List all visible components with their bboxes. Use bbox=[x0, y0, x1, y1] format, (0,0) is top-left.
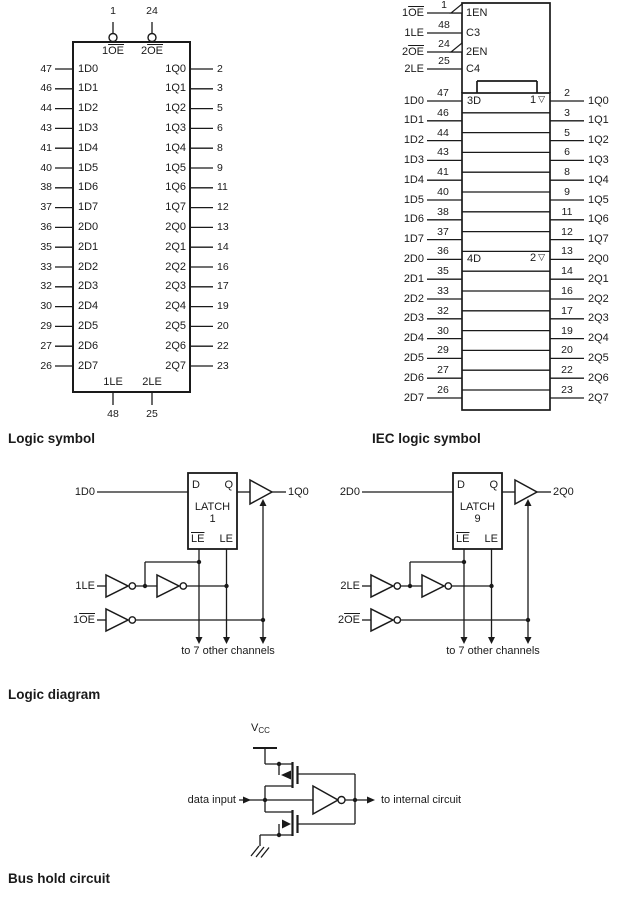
pin-label: 1Q6 bbox=[588, 213, 609, 226]
pin-label: 1Q4 bbox=[588, 173, 609, 186]
pin-number: 5 bbox=[217, 102, 223, 115]
inverter-icon bbox=[371, 575, 393, 597]
pin-label: 2Q3 bbox=[165, 280, 186, 293]
down-arrow-icon bbox=[196, 637, 203, 644]
pin-number: 6 bbox=[564, 146, 570, 159]
pin-label: 2Q6 bbox=[588, 371, 609, 384]
vcc-label: VCC bbox=[251, 722, 270, 735]
pin-label: 2D2 bbox=[78, 260, 99, 273]
pin-label: 2D1 bbox=[78, 240, 99, 253]
le-input-label: 2LE bbox=[340, 579, 360, 592]
pin-number: 2 bbox=[217, 62, 223, 75]
pin-number: 12 bbox=[217, 201, 229, 214]
pin-number: 22 bbox=[217, 339, 229, 352]
pin-number: 20 bbox=[561, 344, 573, 357]
pin-number: 35 bbox=[40, 240, 52, 253]
pin-number: 47 bbox=[40, 62, 52, 75]
le-label: 1LE bbox=[103, 376, 123, 388]
latch-name-label: LATCH bbox=[194, 501, 231, 513]
pin-label: 1D3 bbox=[403, 153, 424, 166]
inverter-icon bbox=[106, 575, 128, 597]
pin-label: 1Q3 bbox=[588, 153, 609, 166]
pin-label: 1Q2 bbox=[165, 102, 186, 115]
pin-label: 1D3 bbox=[78, 121, 99, 134]
pin-label: 2Q4 bbox=[165, 300, 186, 313]
pin-label: 2D7 bbox=[403, 391, 424, 404]
to-internal-circuit-label: to internal circuit bbox=[381, 793, 462, 806]
other-channels-note: to 7 other channels bbox=[446, 645, 540, 657]
pin-label: 1D0 bbox=[403, 94, 424, 107]
pin-label: 1D6 bbox=[78, 181, 99, 194]
pin-number: 17 bbox=[217, 280, 229, 293]
latch-number-label: 1 bbox=[209, 513, 216, 525]
pin-label: 1Q0 bbox=[165, 62, 186, 75]
inverter-icon bbox=[157, 575, 179, 597]
down-arrow-icon bbox=[525, 637, 532, 644]
pin-number: 23 bbox=[561, 384, 573, 396]
latch-name-label: LATCH bbox=[459, 501, 496, 513]
iec-symbol-heading: IEC logic symbol bbox=[372, 431, 481, 446]
pin-label: 2D5 bbox=[403, 351, 424, 364]
pin-number: 23 bbox=[217, 359, 229, 372]
pin-label: 2Q7 bbox=[165, 359, 186, 372]
pin-label: 1D5 bbox=[78, 161, 99, 174]
oe-input-label: $1\overline{OE}$ bbox=[72, 613, 95, 626]
pin-label: 1Q4 bbox=[165, 141, 186, 154]
pin-label: 1Q7 bbox=[588, 233, 609, 246]
pin-number: 48 bbox=[107, 408, 119, 420]
oe-label: $2\overline{OE}$ bbox=[140, 45, 164, 57]
pin-label: 1D7 bbox=[78, 201, 99, 214]
le-input-label: 1LE bbox=[75, 579, 95, 592]
logic-diagram-heading: Logic diagram bbox=[8, 687, 101, 702]
pin-number: 13 bbox=[217, 220, 229, 233]
pin-number: 43 bbox=[437, 146, 449, 159]
pin-label: 1D6 bbox=[403, 213, 424, 226]
control-function-label: C4 bbox=[466, 62, 481, 75]
section-qualifier-label: 2 ▽ bbox=[529, 252, 545, 265]
pin-number: 29 bbox=[437, 344, 449, 357]
pin-number: 30 bbox=[40, 300, 52, 313]
down-arrow-icon bbox=[223, 637, 230, 644]
nmos-arrow-icon bbox=[282, 820, 291, 829]
data-input-label: 2D0 bbox=[339, 485, 360, 498]
pin-label: 1Q0 bbox=[588, 94, 609, 107]
pin-label: 2D6 bbox=[403, 371, 424, 384]
oe-input-label: $2\overline{OE}$ bbox=[337, 613, 360, 626]
pin-label: 2Q6 bbox=[165, 339, 186, 352]
pin-number: 37 bbox=[40, 201, 52, 214]
pin-number: 13 bbox=[561, 245, 573, 258]
control-input-label: 2LE bbox=[404, 62, 424, 75]
pin-number: 6 bbox=[217, 121, 223, 134]
pin-label: 1D0 bbox=[78, 62, 99, 75]
pin-number: 19 bbox=[217, 300, 229, 313]
pin-label: 1Q5 bbox=[588, 193, 609, 206]
pin-number: 20 bbox=[217, 319, 229, 332]
pin-label: 1Q1 bbox=[165, 82, 186, 95]
down-arrow-icon bbox=[461, 637, 468, 644]
pin-label: 1Q7 bbox=[165, 201, 186, 214]
inverter-bubble-icon bbox=[338, 797, 345, 804]
pin-number: 43 bbox=[40, 121, 52, 134]
pin-number: 14 bbox=[217, 240, 229, 253]
ground-icon bbox=[251, 846, 269, 858]
pin-number: 8 bbox=[217, 141, 223, 154]
oe-label: $1\overline{OE}$ bbox=[101, 45, 125, 57]
down-arrow-icon bbox=[488, 637, 495, 644]
pin-number: 19 bbox=[561, 324, 573, 337]
pin-number: 8 bbox=[564, 166, 570, 179]
control-input-label: $2\overline{OE}$ bbox=[401, 45, 424, 58]
latch-q-label: Q bbox=[224, 479, 233, 491]
pin-number: 29 bbox=[40, 319, 52, 332]
pin-label: 1Q6 bbox=[165, 181, 186, 194]
pin-label: 2D0 bbox=[78, 220, 99, 233]
pin-number: 12 bbox=[561, 225, 573, 238]
pin-number: 41 bbox=[40, 141, 52, 154]
data-output-label: 2Q0 bbox=[553, 485, 574, 498]
output-arrow-icon bbox=[367, 797, 375, 804]
logic-symbol-heading: Logic symbol bbox=[8, 431, 96, 446]
pin-number: 11 bbox=[217, 181, 228, 194]
pin-label: 2Q2 bbox=[165, 260, 186, 273]
pin-number: 17 bbox=[561, 304, 573, 317]
pin-label: 2Q5 bbox=[588, 351, 609, 364]
pmos-arrow-icon bbox=[281, 771, 291, 780]
pin-number: 41 bbox=[437, 166, 449, 179]
up-arrow-icon bbox=[260, 499, 267, 506]
pin-number: 24 bbox=[146, 5, 158, 17]
buffer-icon bbox=[250, 480, 272, 504]
pin-label: 1Q1 bbox=[588, 114, 609, 127]
le-label: 2LE bbox=[142, 376, 162, 388]
latch-le-label: LE bbox=[484, 532, 498, 545]
latch-le-label: LE bbox=[219, 532, 233, 545]
pin-label: 2Q2 bbox=[588, 292, 609, 305]
pin-number: 36 bbox=[40, 220, 52, 233]
pin-number: 46 bbox=[40, 82, 52, 95]
pin-number: 2 bbox=[564, 87, 570, 99]
pin-number: 16 bbox=[217, 260, 229, 273]
pin-number: 26 bbox=[437, 384, 449, 396]
pin-number: 24 bbox=[438, 38, 450, 50]
bus-hold-linework bbox=[239, 748, 375, 858]
pin-number: 25 bbox=[438, 55, 450, 67]
pin-number: 38 bbox=[40, 181, 52, 194]
data-output-label: 1Q0 bbox=[288, 485, 309, 498]
pin-label: 1D4 bbox=[403, 173, 424, 186]
pin-label: 1D2 bbox=[78, 102, 99, 115]
inverter-bubble-icon bbox=[129, 617, 135, 623]
pin-number: 47 bbox=[437, 87, 449, 99]
pin-number: 25 bbox=[146, 408, 158, 420]
pin-number: 3 bbox=[564, 106, 570, 119]
inverter-bubble-icon bbox=[129, 583, 135, 589]
pin-number: 27 bbox=[40, 339, 52, 352]
pin-number: 48 bbox=[438, 19, 450, 31]
pin-number: 44 bbox=[40, 102, 52, 115]
control-function-label: 2EN bbox=[466, 45, 488, 58]
pin-label: 2D4 bbox=[403, 332, 424, 345]
open-triangle-icon: ▽ bbox=[538, 94, 545, 104]
pin-number: 1 bbox=[441, 0, 447, 11]
data-input-label: 1D0 bbox=[74, 485, 95, 498]
pin-label: 2D1 bbox=[403, 272, 424, 285]
pin-label: 2Q0 bbox=[165, 220, 186, 233]
pin-number: 33 bbox=[40, 260, 52, 273]
pin-label: 2Q5 bbox=[165, 319, 186, 332]
pin-label: 2Q1 bbox=[588, 272, 609, 285]
pin-label: 1Q5 bbox=[165, 161, 186, 174]
active-low-bubble-icon bbox=[148, 34, 156, 42]
pin-number: 32 bbox=[40, 280, 52, 293]
buffer-icon bbox=[515, 480, 537, 504]
pin-number: 9 bbox=[564, 186, 570, 198]
latch-lebar-label: $\overline{LE}$ bbox=[191, 532, 205, 545]
pin-label: 2D3 bbox=[403, 312, 424, 325]
inverter-icon bbox=[422, 575, 444, 597]
control-input-label: $1\overline{OE}$ bbox=[401, 6, 424, 19]
pin-number: 36 bbox=[437, 245, 449, 258]
up-arrow-icon bbox=[525, 499, 532, 506]
bus-hold-heading: Bus hold circuit bbox=[8, 871, 111, 886]
pin-label: 1Q2 bbox=[588, 134, 609, 147]
pin-number: 26 bbox=[40, 359, 52, 372]
pin-number: 33 bbox=[437, 285, 449, 297]
section-qualifier-label: 1 ▽ bbox=[529, 94, 545, 106]
latch-qualifier-label: 3D bbox=[467, 94, 482, 107]
inverter-bubble-icon bbox=[445, 583, 451, 589]
latch-lebar-label: $\overline{LE}$ bbox=[456, 532, 470, 545]
inverter-icon bbox=[313, 786, 338, 814]
pin-label: 2Q0 bbox=[588, 252, 609, 265]
pin-number: 22 bbox=[561, 364, 573, 377]
latch-cell-linework bbox=[97, 473, 286, 644]
pin-number: 1 bbox=[110, 5, 116, 17]
pin-number: 44 bbox=[437, 126, 449, 139]
pin-number: 37 bbox=[437, 225, 449, 238]
pin-number: 35 bbox=[437, 265, 449, 278]
pin-label: 1D7 bbox=[403, 233, 424, 246]
pin-number: 38 bbox=[437, 205, 449, 218]
latch-d-label: D bbox=[457, 479, 465, 491]
pin-number: 3 bbox=[217, 82, 223, 95]
inverter-bubble-icon bbox=[394, 583, 400, 589]
pin-number: 46 bbox=[437, 106, 449, 119]
down-arrow-icon bbox=[260, 637, 267, 644]
inverter-bubble-icon bbox=[180, 583, 186, 589]
active-low-bubble-icon bbox=[109, 34, 117, 42]
pin-number: 5 bbox=[564, 126, 570, 139]
pin-label: 2Q1 bbox=[165, 240, 186, 253]
open-triangle-icon: ▽ bbox=[538, 252, 545, 263]
latch-cell-linework bbox=[362, 473, 551, 644]
pin-label: 1D2 bbox=[403, 134, 424, 147]
pin-label: 1D5 bbox=[403, 193, 424, 206]
inverter-icon bbox=[371, 609, 393, 631]
pin-label: 1Q3 bbox=[165, 121, 186, 134]
pin-number: 32 bbox=[437, 304, 449, 317]
pin-number: 27 bbox=[437, 364, 449, 377]
latch-d-label: D bbox=[192, 479, 200, 491]
pin-label: 2Q4 bbox=[588, 332, 609, 345]
pin-label: 2D0 bbox=[403, 252, 424, 265]
input-arrow-icon bbox=[243, 797, 251, 804]
pin-number: 40 bbox=[437, 186, 449, 198]
pin-label: 2D7 bbox=[78, 359, 99, 372]
pin-label: 2Q3 bbox=[588, 312, 609, 325]
control-function-label: 1EN bbox=[466, 6, 488, 19]
other-channels-note: to 7 other channels bbox=[181, 645, 275, 657]
pin-number: 30 bbox=[437, 324, 449, 337]
pin-number: 11 bbox=[561, 205, 573, 218]
pin-label: 2Q7 bbox=[588, 391, 609, 404]
pin-label: 2D2 bbox=[403, 292, 424, 305]
latch-number-label: 9 bbox=[474, 513, 481, 525]
pin-label: 1D4 bbox=[78, 141, 99, 154]
latch-qualifier-label: 4D bbox=[467, 252, 482, 265]
pin-label: 2D4 bbox=[78, 300, 99, 313]
pin-label: 2D6 bbox=[78, 339, 99, 352]
inverter-bubble-icon bbox=[394, 617, 400, 623]
inverter-icon bbox=[106, 609, 128, 631]
latch-q-label: Q bbox=[489, 479, 498, 491]
pin-number: 14 bbox=[561, 265, 573, 278]
pin-number: 40 bbox=[40, 161, 52, 174]
pin-label: 1D1 bbox=[78, 82, 99, 95]
pin-number: 16 bbox=[561, 285, 573, 297]
data-input-label: data input bbox=[187, 793, 236, 806]
pin-label: 1D1 bbox=[403, 114, 424, 127]
pin-label: 2D5 bbox=[78, 319, 99, 332]
control-input-label: 1LE bbox=[404, 26, 424, 39]
pin-label: 2D3 bbox=[78, 280, 99, 293]
control-function-label: C3 bbox=[466, 26, 481, 39]
pin-number: 9 bbox=[217, 161, 223, 174]
